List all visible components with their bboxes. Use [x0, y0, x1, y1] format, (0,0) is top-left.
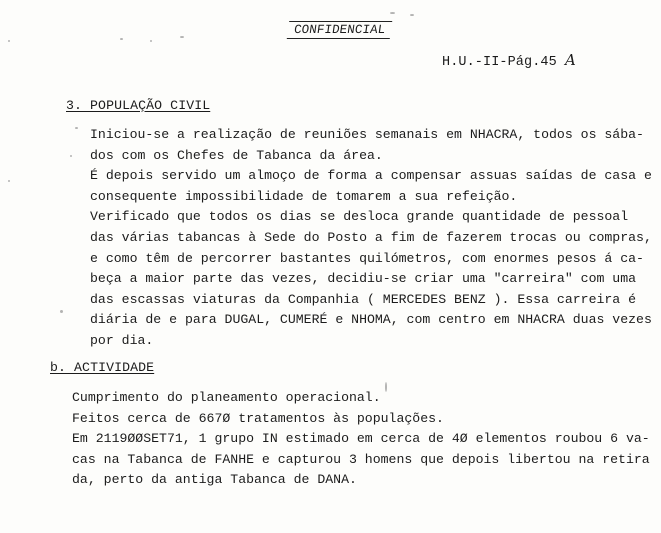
text-line: Em 2119ØØSET71, 1 grupo IN estimado em cerca de 4Ø elementos roubou 6 va- [72, 431, 650, 447]
scan-speck [180, 36, 184, 38]
scan-speck [120, 38, 123, 40]
text-line: Cumprimento do planeamento operacional. [72, 390, 381, 405]
classification-stamp: CONFIDENCIAL [287, 21, 393, 39]
scan-speck [70, 155, 72, 157]
scan-speck [60, 310, 63, 313]
text-line: e como têm de percorrer bastantes quilómetros, com enormes pesos á ca- [90, 250, 644, 266]
text-line: das várias tabancas à Sede do Posto a fim de fazerem trocas ou compras, [90, 229, 652, 245]
text-line: É depois servido um almoço de forma a compensar assuas saídas de casa e [90, 168, 652, 184]
text-line: consequente impossibilidade de tomarem a sua refeição. [90, 188, 518, 204]
section-b-body [72, 388, 650, 491]
text-line: diária de e para DUGAL, CUMERÉ e NHOMA, com centro em NHACRA duas vezes [90, 312, 652, 328]
scan-speck [390, 12, 395, 14]
page-reference [442, 52, 576, 71]
text-line: Verificado que todos os dias se desloca grande quantidade de pessoal [90, 209, 629, 225]
page-number: H.U.-II-Pág.45 [442, 55, 557, 70]
text-line: das escassas viaturas da Companhia ( MERCEDES BENZ ). Essa carreira é [90, 291, 637, 307]
text-line: Iniciou-se a realização de reuniões semanais em NHACRA, todos os sába- [90, 127, 644, 142]
section-b-heading: b. ACTIVIDADE [50, 360, 155, 375]
text-line: cas na Tabanca de FANHE e capturou 3 homens que depois libertou na retira [72, 451, 650, 467]
scan-speck [410, 14, 414, 16]
scan-speck [385, 382, 387, 392]
text-line: Feitos cerca de 667Ø tratamentos às populações. [72, 410, 444, 426]
scan-speck [75, 127, 78, 129]
text-line: beça a maior parte das vezes, decidiu-se criar uma "carreira" com uma [90, 271, 637, 287]
text-line: da, perto da antiga Tabanca de DANA. [72, 472, 357, 488]
scan-speck [150, 40, 152, 42]
page-annotation-mark: A [565, 51, 576, 69]
text-line: dos com os Chefes de Tabanca da área. [90, 147, 383, 163]
text-line: por dia. [90, 332, 154, 348]
scan-speck [8, 40, 10, 42]
section-3-heading: 3. POPULAÇÃO CIVIL [66, 98, 211, 113]
scan-speck [8, 180, 10, 182]
classification-header [258, 5, 392, 55]
section-3-body [90, 125, 652, 352]
